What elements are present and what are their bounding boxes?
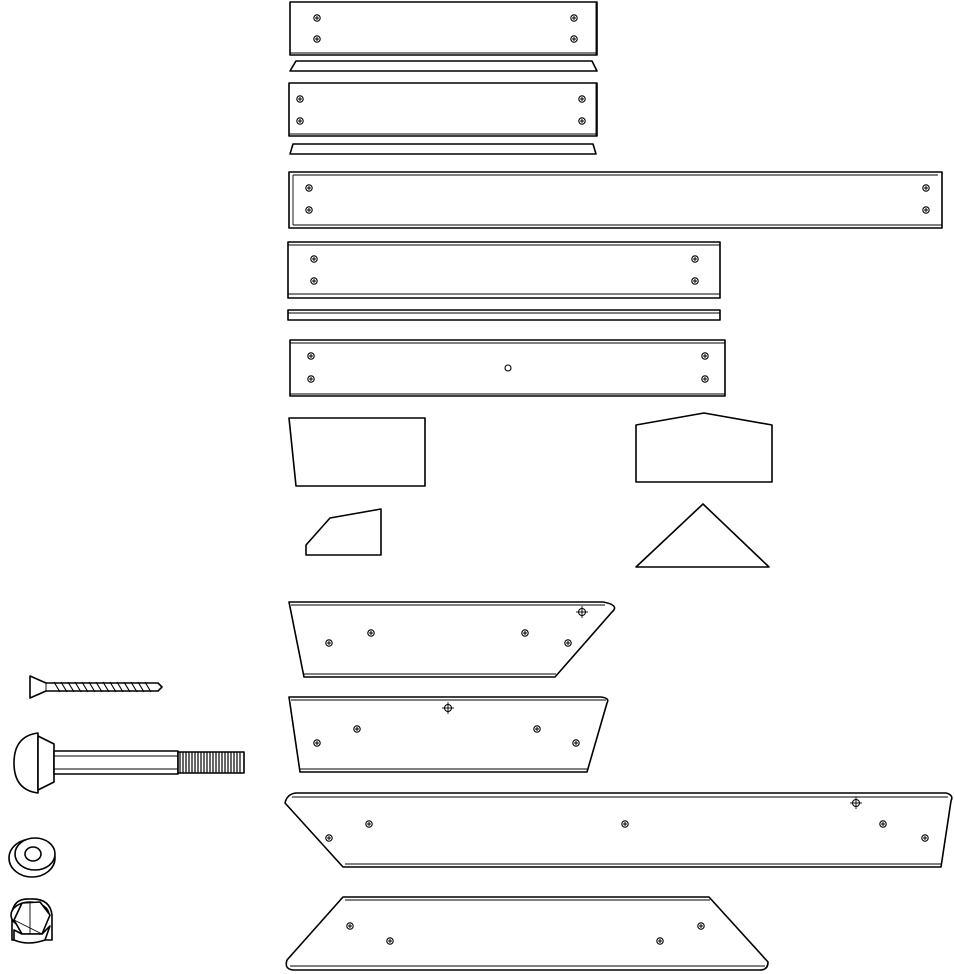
screw-hole [571,15,577,21]
screw-hole [880,821,886,827]
screw-hole [534,726,540,732]
screw-hole [326,835,332,841]
screw-hole [657,938,663,944]
slat-4 [286,897,768,970]
screw-hole [306,207,312,213]
screw-hole [366,821,372,827]
screw-hole [579,96,585,102]
board-4 [288,242,720,298]
screw-hole [347,923,353,929]
screw-hole [308,353,314,359]
screw-hole [573,740,579,746]
screw-hole [314,740,320,746]
panel-triangle [636,504,769,567]
screw-hole [923,207,929,213]
strip-3 [288,310,720,320]
screw-hole [354,726,360,732]
screw-hole [368,630,374,636]
screw-hole [308,376,314,382]
screw-hole [923,185,929,191]
screw-hole [565,640,571,646]
screw-hole [297,96,303,102]
screw-hole [314,15,320,21]
screw-hole [922,835,928,841]
screw-hole [622,821,628,827]
screw-hole [692,278,698,284]
slat-1 [289,602,615,677]
screw-hole [579,118,585,124]
screw-hole [702,353,708,359]
screw-hole [387,938,393,944]
screw-hole [698,923,704,929]
screw-hole [571,36,577,42]
panel-trapezoid [289,418,425,486]
screw-hole [306,185,312,191]
panel-pentagon [636,413,772,482]
cap-nut-icon [11,899,52,943]
screw-hole [311,278,317,284]
wood-screw-icon [30,676,162,698]
screw-hole [311,256,317,262]
slat-3 [285,793,952,867]
screw-hole [702,376,708,382]
strip-2 [290,144,596,154]
panel-small [306,509,381,555]
screw-hole [692,256,698,262]
carriage-bolt-icon [14,733,244,793]
screw-hole [314,36,320,42]
washer-icon [9,838,55,877]
board-3 [289,172,942,228]
screw-hole [326,640,332,646]
board-2 [289,83,597,136]
screw-hole [522,630,528,636]
screw-hole [297,118,303,124]
board-1 [290,2,597,55]
plain-hole [505,365,511,371]
strip-1 [290,61,597,71]
